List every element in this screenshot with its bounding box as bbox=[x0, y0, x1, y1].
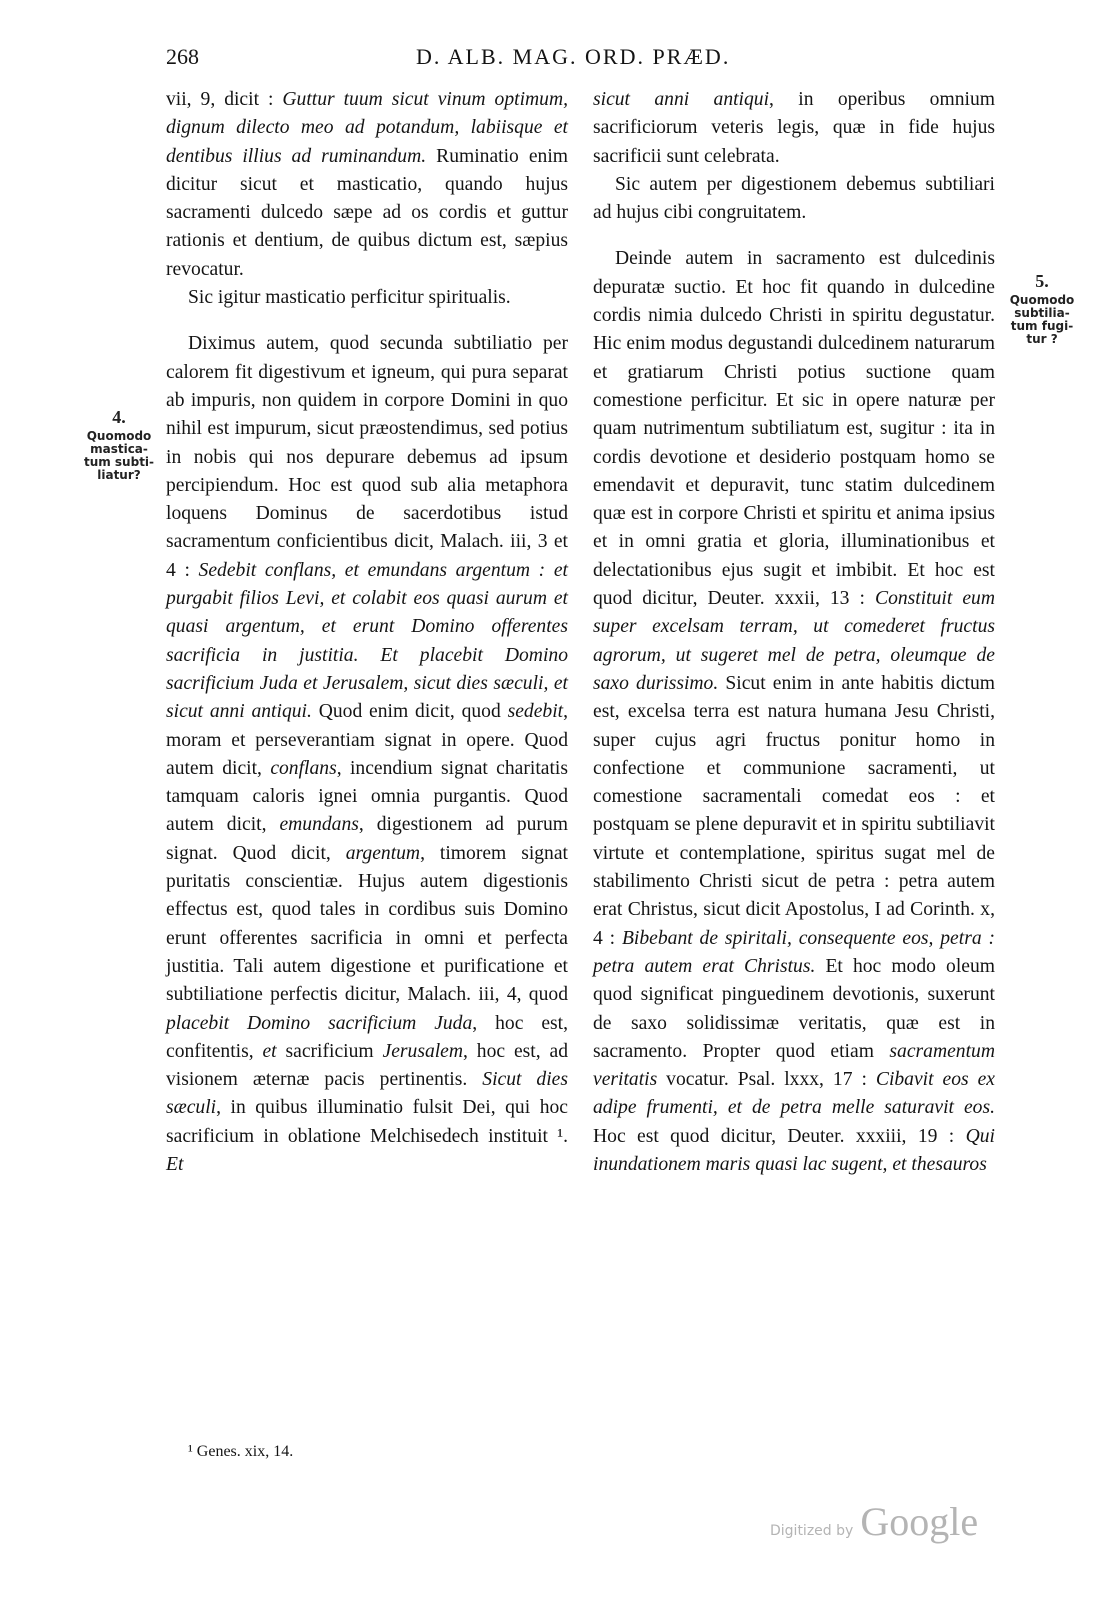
text-run: , incendium signat charitatis tamquam caloris ignei omnia purgantis. Quod autem dicit, bbox=[166, 757, 568, 836]
text-run: , digestionem ad purum signat. Quod dicit, bbox=[166, 814, 568, 864]
margin-note-4-number: 4. bbox=[112, 407, 126, 427]
left-paragraph-3 bbox=[166, 330, 568, 1179]
italic-text-run: Jerusalem bbox=[382, 1040, 464, 1062]
right-column bbox=[593, 86, 995, 1179]
italic-text-run: Constituit eum super excelsam terram, ut comederet fructus agrorum, ut sugeret mel de petra, oleumque de saxo durissimo. bbox=[593, 588, 995, 694]
margin-note-5-line: tum fugi- bbox=[1010, 319, 1074, 333]
text-run: Quod enim dicit, quod bbox=[311, 701, 508, 723]
margin-note-5 bbox=[1000, 270, 1084, 346]
margin-note-4-line: mastica- bbox=[90, 442, 148, 456]
text-run: , moram et perseverantiam signat in opere. Quod autem dicit, bbox=[166, 701, 568, 779]
margin-note-4-line: liatur? bbox=[97, 468, 141, 482]
italic-text-run: sacramentum veritatis bbox=[593, 1040, 995, 1091]
watermark-small-text: Digitized by bbox=[770, 1523, 854, 1539]
right-paragraph-1 bbox=[593, 86, 995, 171]
italic-text-run: argentum bbox=[345, 842, 421, 864]
italic-text-run: Sicut dies sæculi bbox=[166, 1069, 568, 1119]
text-run: , hoc est, confitentis, bbox=[166, 1012, 568, 1062]
text-run: Deinde autem in sacramento est dulcedinis depuratæ suctio. Et hoc fit quando in dulcedine cordis nimia dulcedo Christi in spiritu degustatur. Hic enim modus degustandi dulcedinem naturarum et gratiarum Christi potius suctione quam comestione perficitur. Et sic in opere naturæ per quam nutrimentum subtiliatum est, sugitur : ita in cordis devotione et desiderio postquam homo se emendavit et depuravit, tunc statim dulcedinem quæ est in corpore Christi et spiritu et anima ipsius et in omni gratia et gloria, illuminationibus et delectationibus ejus sugit et imbibit. Et hoc est quod dicitur, Deuter. xxxii, 13 : bbox=[593, 248, 995, 610]
text-run: vii, 9, dicit : bbox=[166, 89, 283, 110]
digitized-watermark bbox=[770, 1498, 978, 1545]
italic-text-run: placebit Domino sacrificium Juda bbox=[166, 1012, 473, 1034]
italic-text-run: Et bbox=[166, 1153, 184, 1175]
italic-text-run: sedebit bbox=[507, 701, 564, 723]
text-run: Diximus autem, quod secunda subtiliatio per calorem fit digestivum et igneum, qui pura separat ab impuris, non quidem in corpore Domini in quo nihil est impurum, sicut præostendimus, sed potius in nobis qui nos depurare debemus ad ipsum percipiendum. Hoc est quod sub alia metaphora loquens Dominus de sacerdotibus istud sacramentum conficientibus dicit, Malach. iii, 3 et 4 : bbox=[166, 333, 568, 581]
margin-note-4-line: tum subti- bbox=[83, 455, 155, 469]
text-run: vocatur. Psal. lxxx, 17 : bbox=[657, 1069, 876, 1091]
text-run: , hoc est, ad visionem æternæ pacis pertinentis. bbox=[166, 1040, 568, 1091]
right-paragraph-2 bbox=[593, 171, 995, 228]
italic-text-run: Guttur tuum sicut vinum optimum, dignum dilecto meo ad potandum, labiisque et dentibus illius ad ruminandum. bbox=[166, 89, 569, 167]
margin-note-5-line: subtilia- bbox=[1014, 306, 1070, 320]
text-run: , in operibus omnium sacrificiorum veteris legis, quæ in fide hujus sacrificii sunt celebrata. bbox=[593, 89, 995, 167]
text-run: sacrificium bbox=[276, 1040, 383, 1062]
text-run: Hoc est quod dicitur, Deuter. xxxiii, 19 : bbox=[593, 1125, 966, 1147]
running-title: D. ALB. MAG. ORD. PRÆD. bbox=[416, 44, 731, 69]
margin-note-5-number: 5. bbox=[1035, 271, 1049, 291]
margin-note-5-line: tur ? bbox=[1026, 332, 1058, 346]
italic-text-run: conflans bbox=[270, 757, 337, 779]
text-run: Et hoc modo oleum quod significat pinguedinem devotionis, suxerunt de saxo solidissimæ veritatis, quæ est in sacramento. Propter quod etiam bbox=[593, 955, 996, 1062]
italic-text-run: Sedebit conflans, et emundans argentum : et purgabit filios Levi, et colabit eos quasi aurum et quasi argentum, et erunt Domino offerentes sacrificia in justitia. Et placebit Domino sacrificium Juda et Jerusalem, sicut dies sæculi, et sicut anni antiqui. bbox=[166, 559, 568, 723]
italic-text-run: Cibavit eos ex adipe frumenti, et de petra melle saturavit eos. bbox=[593, 1069, 995, 1119]
right-paragraph-3 bbox=[593, 245, 995, 1179]
italic-text-run: emundans bbox=[279, 814, 359, 836]
footnote: ¹ Genes. xix, 14. bbox=[188, 1443, 294, 1460]
page-number: 268 bbox=[166, 44, 199, 69]
italic-text-run: et bbox=[262, 1040, 277, 1062]
margin-note-5-line: Quomodo bbox=[1009, 293, 1075, 307]
text-run: , in quibus illuminatio fulsit Dei, qui hoc sacrificium in oblatione Melchisedech instituit ¹. bbox=[166, 1097, 568, 1147]
text-run: Ruminatio enim dicitur sicut et masticatio, quando hujus sacramenti dulcedo sæpe ad os cordis et guttur rationis et dentium, de quibus dictum est, sæpius revocatur. bbox=[166, 145, 569, 280]
text-run: Sicut enim in ante habitis dictum est, excelsa terra est natura humana Jesu Christi, super cujus agri fructus ponitur homo in confectione et communione sacramenti, ut comestione sacramentali comedat eos : et postquam se plene depuravit et in spiritu subtiliavit virtute et contemplatione, spiritus sugat mel de stabilimento Christi sicut de petra : petra autem erat Christus, sicut dicit Apostolus, I ad Corinth. x, 4 : bbox=[593, 672, 995, 949]
italic-text-run: Qui inundationem maris quasi lac sugent, et thesauros bbox=[593, 1125, 995, 1175]
italic-text-run: sicut anni antiqui bbox=[593, 89, 770, 110]
italic-text-run: Bibebant de spiritali, consequente eos, petra : petra autem erat Christus. bbox=[593, 927, 995, 977]
left-paragraph-2 bbox=[166, 284, 568, 312]
text-run: Sic autem per digestionem debemus subtiliari ad hujus cibi congruitatem. bbox=[593, 173, 995, 224]
text-run: , timorem signat puritatis conscientiæ. Hujus autem digestionis effectus est, quod tales in cordibus suis Domino erunt offerentes sacrificia in omni et perfecta justitia. Tali autem digestione et purificatione et subtiliatione perfectis dicitur, Malach. iii, 4, quod bbox=[166, 842, 568, 1006]
left-column bbox=[166, 86, 568, 1179]
margin-note-4-line: Quomodo bbox=[86, 429, 152, 443]
google-logo: Google bbox=[860, 1499, 979, 1544]
left-paragraph-1 bbox=[166, 86, 568, 284]
text-run: Sic igitur masticatio perficitur spiritualis. bbox=[188, 287, 511, 309]
margin-note-4 bbox=[80, 406, 158, 482]
